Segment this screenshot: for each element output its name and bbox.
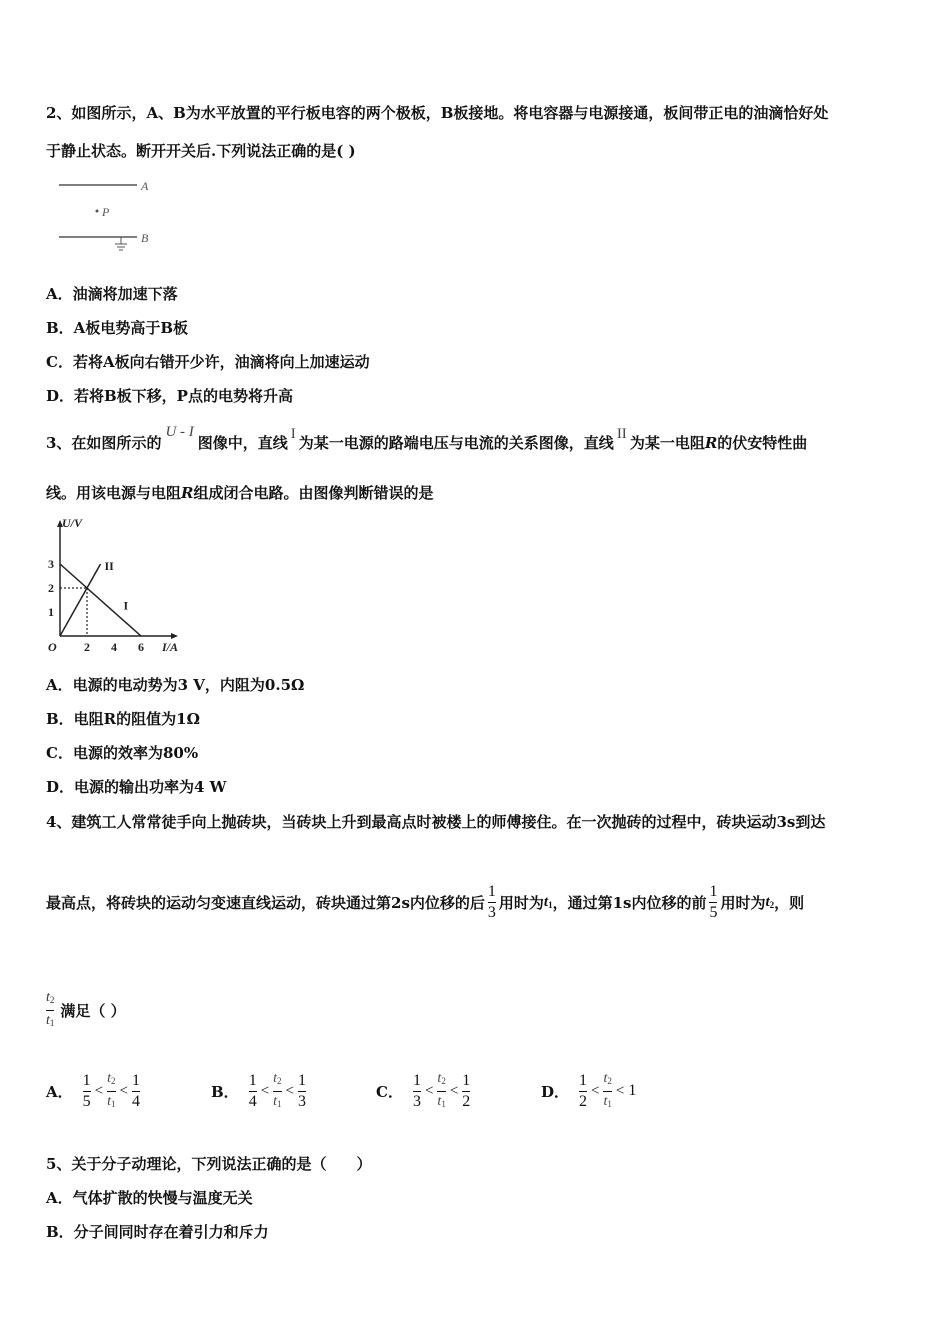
less-than: < xyxy=(119,1082,128,1099)
less-than: < xyxy=(449,1082,459,1099)
q2-option-a: A．油滴将加速下落 xyxy=(46,285,178,303)
lower-bound: $\frac{1}{4}$ xyxy=(248,1071,257,1110)
ratio: $\frac{t_2}{t_1}$ xyxy=(273,1070,282,1109)
q3-option-a: A．电源的电动势为3 V，内阻为0.5Ω xyxy=(46,676,305,694)
option-label: D． xyxy=(541,1082,570,1101)
frac-num: 1 xyxy=(709,882,718,900)
q3-text-7: 组成闭合电路。由图像判断错误的是 xyxy=(193,484,434,502)
q4-option-b xyxy=(211,1068,306,1114)
q4-fraction-1-3 xyxy=(488,883,496,922)
series-label-II: II xyxy=(104,559,114,573)
origin-label: O xyxy=(48,640,57,654)
upper-bound: $\frac{1}{4}$ xyxy=(131,1071,140,1110)
q2-stem-line1: 2、如图所示，A、B为水平放置的平行板电容的两个极板，B板接地。将电容器与电源接通，板间带正电的油滴恰好处 xyxy=(46,104,829,122)
q5-option-b: B．分子间同时存在着引力和斥力 xyxy=(46,1223,269,1241)
q4-t1: $t_1$ xyxy=(543,893,553,910)
q3-ui-label: U - I xyxy=(165,424,194,440)
plate-a-label: A xyxy=(141,179,149,193)
q4-stem-line1: 4、建筑工人常常徒手向上抛砖块，当砖块上升到最高点时被楼上的师傅接住。在一次抛砖的过程中，砖块运动3s到达 xyxy=(46,813,826,831)
y-tick-label: 1 xyxy=(48,605,54,619)
q2-option-d: D．若将B板下移，P点的电势将升高 xyxy=(46,387,293,405)
option-label: A． xyxy=(46,1082,73,1101)
frac-den: 5 xyxy=(709,903,718,921)
ratio: $\frac{t_2}{t_1}$ xyxy=(437,1070,446,1109)
x-axis-label: I/A xyxy=(162,640,179,654)
frac-num: 1 xyxy=(487,882,496,900)
lower-bound: $\frac{1}{5}$ xyxy=(82,1071,91,1110)
q4-option-d xyxy=(541,1068,636,1114)
q4-text-e: ，则 xyxy=(774,893,805,912)
q3-text-1: 3、在如图所示的 xyxy=(46,434,162,452)
upper-bound: $\frac{1}{2}$ xyxy=(462,1071,471,1110)
q3-r-symbol-2: R xyxy=(181,484,194,502)
q5-option-a: A．气体扩散的快慢与温度无关 xyxy=(46,1189,253,1207)
q2-option-b: B．A板电势高于B板 xyxy=(46,319,188,337)
plate-b-label: B xyxy=(141,231,149,245)
q2-option-c: C．若将A板向右错开少许，油滴将向上加速运动 xyxy=(46,353,370,371)
q3-option-b: B．电阻R的阻值为1Ω xyxy=(46,710,200,728)
q4-stem-line2 xyxy=(46,872,804,932)
lower-bound: $\frac{1}{2}$ xyxy=(579,1071,588,1110)
x-tick-label: 2 xyxy=(84,640,90,654)
upper-bound: 1 xyxy=(628,1082,637,1099)
q3-line-i-label: I xyxy=(290,426,296,442)
q4-fraction-1-5 xyxy=(709,883,717,922)
x-axis-arrow xyxy=(171,633,178,639)
y-tick-label: 3 xyxy=(48,557,54,571)
q4-satisfy: 满足（ ） xyxy=(60,1001,126,1020)
ratio: $\frac{t_2}{t_1}$ xyxy=(107,1070,116,1109)
series-line-II xyxy=(60,564,101,636)
q3-r-symbol: R xyxy=(704,434,718,452)
q3-stem-line2 xyxy=(46,482,434,503)
q3-text-2: 图像中，直线 xyxy=(197,434,288,452)
q4-text-a: 最高点，将砖块的运动匀变速直线运动，砖块通过第2s内位移的后 xyxy=(46,893,485,912)
upper-bound: $\frac{1}{3}$ xyxy=(298,1071,307,1110)
y-axis-label: U/V xyxy=(62,518,83,530)
q3-text-5: 的伏安特性曲 xyxy=(717,434,808,452)
less-than: < xyxy=(615,1082,625,1099)
q4-stem-line3 xyxy=(46,985,126,1035)
q2-stem-line2: 于静止状态。断开开关后.下列说法正确的是( ) xyxy=(46,142,356,160)
q4-option-a xyxy=(46,1068,140,1114)
q4-text-c: ，通过第1s内位移的前 xyxy=(552,893,707,912)
q4-t2: $t_2$ xyxy=(765,893,775,910)
q3-text-3: 为某一电源的路端电压与电流的关系图像，直线 xyxy=(298,434,614,452)
x-tick-label: 6 xyxy=(138,640,144,654)
less-than: < xyxy=(285,1082,295,1099)
option-label: B． xyxy=(211,1082,239,1101)
q4-option-c xyxy=(376,1068,470,1114)
q3-text-4: 为某一电阻 xyxy=(629,434,705,452)
lower-bound: $\frac{1}{3}$ xyxy=(412,1071,421,1110)
q4-text-d: 用时为 xyxy=(720,893,766,912)
q4-text-b: 用时为 xyxy=(498,893,544,912)
frac-den: 3 xyxy=(487,903,496,921)
ui-chart xyxy=(40,518,185,658)
point-p xyxy=(96,210,99,213)
point-p-label: P xyxy=(102,205,110,219)
less-than: < xyxy=(94,1082,104,1099)
option-label: C． xyxy=(376,1082,403,1101)
series-label-I: I xyxy=(123,598,129,613)
q3-text-6: 线。用该电源与电阻 xyxy=(46,484,182,502)
q4-ratio: $\frac{t_2}{t_1}$ xyxy=(46,989,55,1028)
q3-option-c: C．电源的效率为80% xyxy=(46,744,199,762)
q3-line-ii-label: II xyxy=(616,426,627,442)
ground-icon xyxy=(115,237,127,250)
y-tick-label: 2 xyxy=(48,581,54,595)
capacitor-figure xyxy=(55,172,165,257)
x-tick-label: 4 xyxy=(111,640,117,654)
q5-stem: 5、关于分子动理论，下列说法正确的是（ ） xyxy=(46,1155,372,1173)
less-than: < xyxy=(260,1082,270,1099)
series-line-I xyxy=(60,564,141,636)
ratio: $\frac{t_2}{t_1}$ xyxy=(603,1070,612,1109)
less-than: < xyxy=(424,1082,434,1099)
q3-stem-line1 xyxy=(46,424,808,453)
less-than: < xyxy=(591,1082,600,1099)
q3-option-d: D．电源的输出功率为4 W xyxy=(46,778,227,796)
